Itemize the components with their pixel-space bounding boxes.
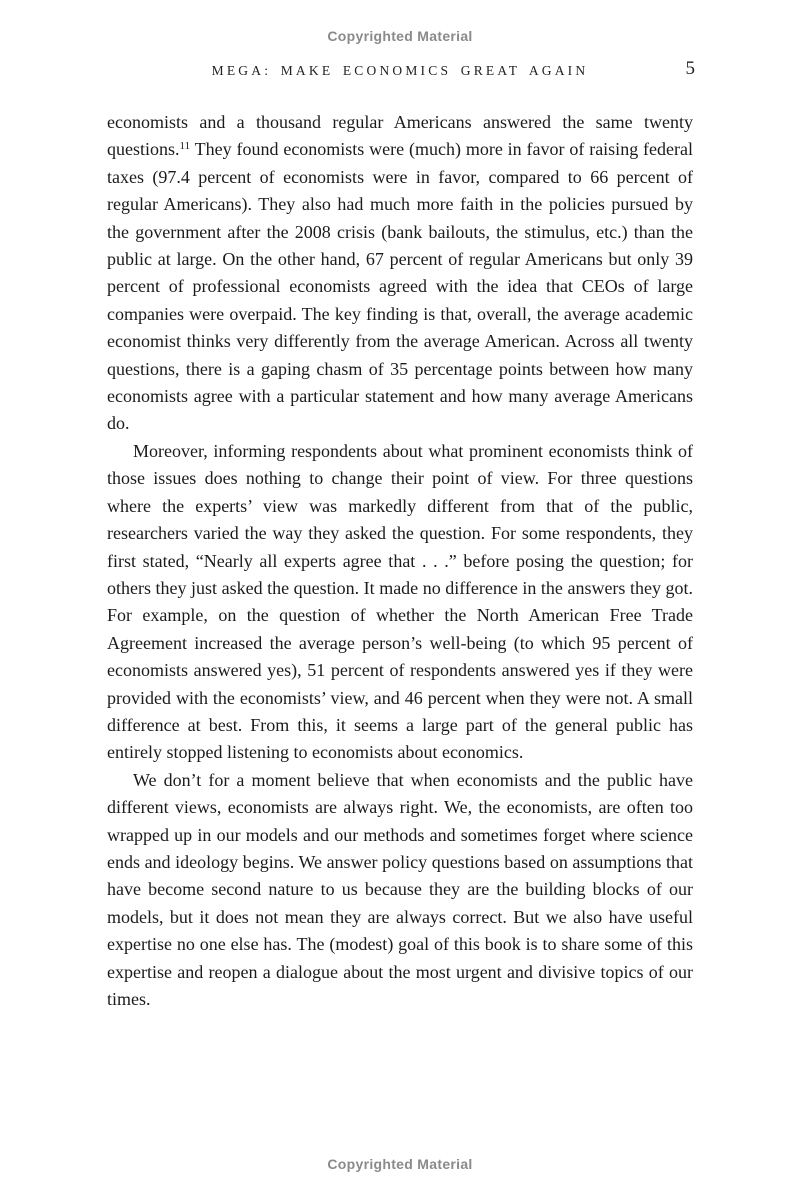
copyright-notice-top: Copyrighted Material [327,28,473,44]
running-head: MEGA: MAKE ECONOMICS GREAT AGAIN [211,63,589,78]
paragraph-text: We don’t for a moment believe that when economists and the public have different views, economists are always right. We, the economists, are often too wrapped up in our models and our methods and sometimes forget where science ends and ideology begins. We answer policy questions based on assumptions that have become second nature to us because they are the building blocks of our models, but it does not mean they are always correct. But we also have useful expertise no one else has. The (modest) goal of this book is to share some of this expertise and reopen a dialogue about the most urgent and divisive topics of our times. [107,769,693,1009]
copyright-notice-bottom: Copyrighted Material [327,1156,473,1172]
paragraph-text: They found economists were (much) more in favor of raising federal taxes (97.4 percent of economists were in favor, compared to 66 percent of regular Americans). They also had much more faith in the policies pursued by the government after the 2008 crisis (bank bailouts, the stimulus, etc.) than the public at large. On the other hand, 67 percent of regular Americans but only 39 percent of professional economists agreed with the idea that CEOs of large companies were overpaid. The key finding is that, overall, the average academic economist thinks very differently from the average American. Across all twenty questions, there is a gaping chasm of 35 percentage points between how many economists agree with a particular statement and how many average Americans do. [107,139,693,434]
page-body [107,109,693,1013]
paragraph [107,438,693,767]
paragraph-text: Moreover, informing respondents about what prominent economists think of those issues does nothing to change their point of view. For three questions where the experts’ view was markedly different from that of the public, researchers varied the way they asked the question. For some respondents, they first stated, “Nearly all experts agree that . . .” before posing the question; for others they just asked the question. It made no difference in the answers they got. For example, on the question of whether the North American Free Trade Agreement increased the average person’s well-being (to which 95 percent of economists answered yes), 51 percent of respondents answered yes if they were provided with the economists’ view, and 46 percent when they were not. A small difference at best. From this, it seems a large part of the general public has entirely stopped listening to economists about economics. [107,440,693,763]
paragraph [107,767,693,1014]
paragraph-text: economists and a thousand regular Americans answered the same twenty questions. [107,112,693,160]
paragraph [107,109,693,438]
footnote-marker: 11 [179,140,191,153]
running-head-row [107,58,695,80]
page-number: 5 [685,58,695,79]
